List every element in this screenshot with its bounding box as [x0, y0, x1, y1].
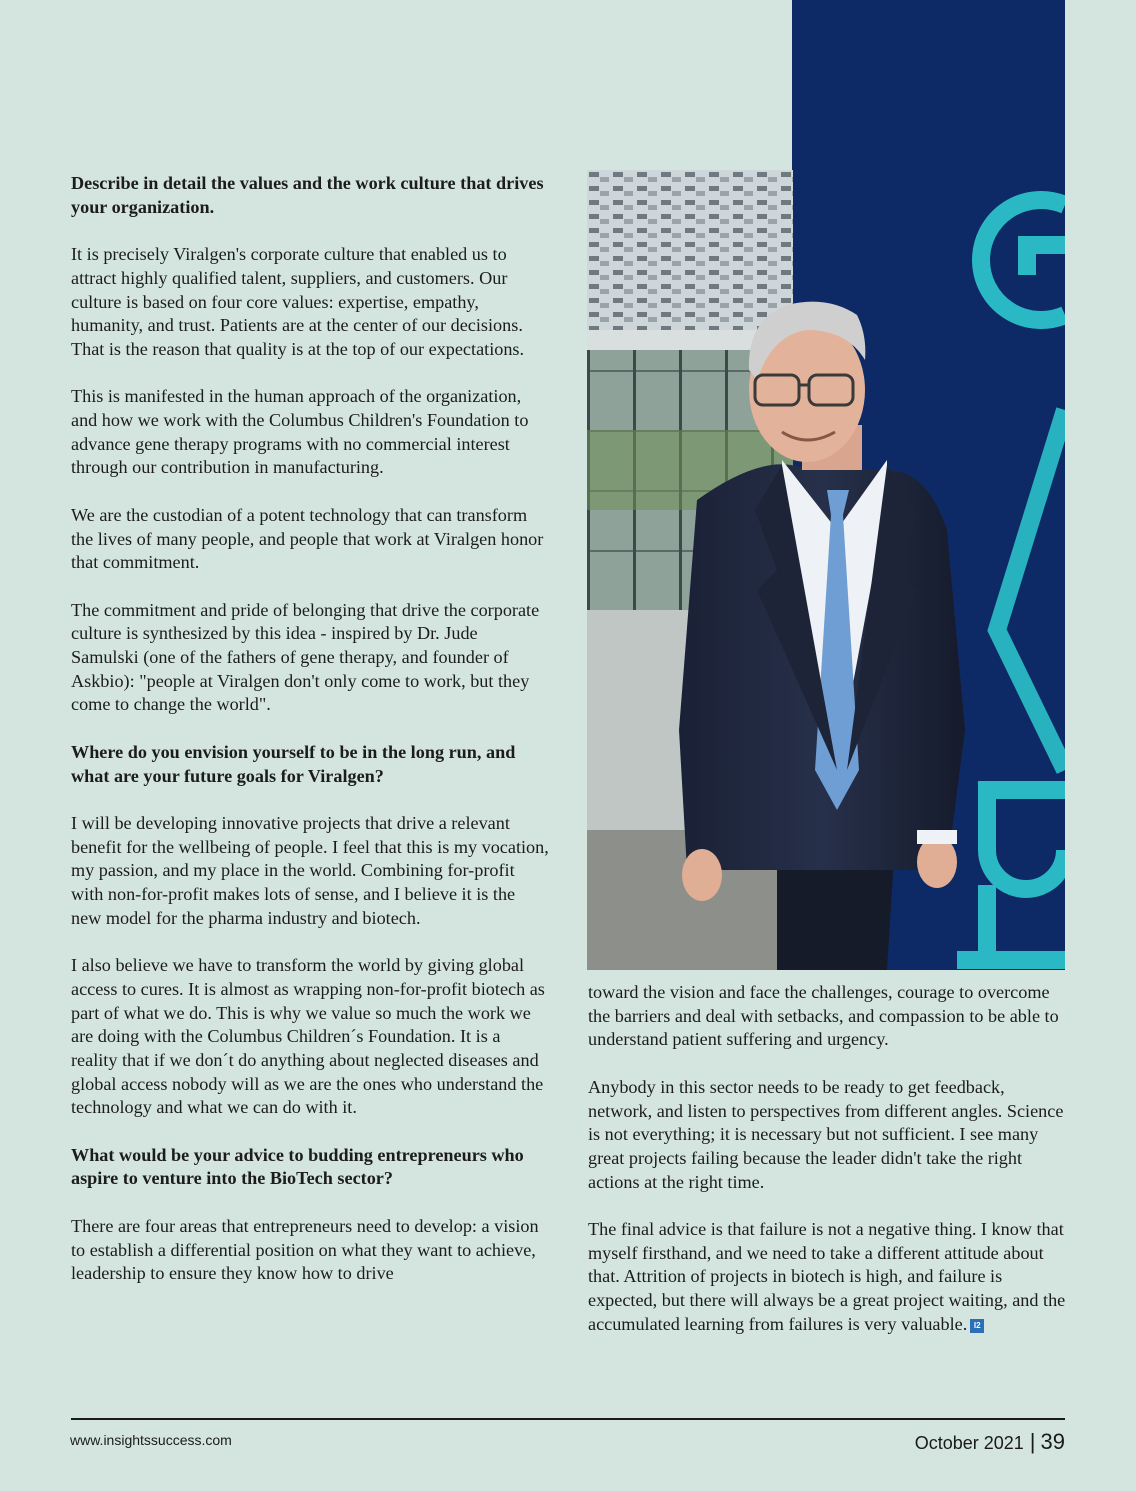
answer-paragraph: It is precisely Viralgen's corporate culture that enabled us to attract highly qualified talent, suppliers, and customers. Our culture is based on four core values: expertise, empathy, humanity, and trust. Patients are at the center of our decisions. That is the reason that quality is at the top of our expectations.: [71, 244, 525, 359]
answer-paragraph: toward the vision and face the challenges, courage to overcome the barriers and deal with setbacks, and compassion to be able to understand patient suffering and urgency.: [588, 982, 1059, 1050]
footer-date: October 2021: [914, 1433, 1024, 1453]
question-future-goals: Where do you envision yourself to be in the long run, and what are your future goals for Viralgen?: [71, 741, 516, 786]
answer-paragraph-final: [588, 1218, 1068, 1337]
article-right-column: [588, 981, 1068, 1360]
footer-website: www.insightssuccess.com: [70, 1432, 232, 1448]
answer-paragraph: The commitment and pride of belonging that drive the corporate culture is synthesized by this idea - inspired by Dr. Jude Samulski (one of the fathers of gene therapy, and founder of Askbio): "people at Viralgen don't only come to work, but they come to change the world".: [71, 599, 540, 715]
question-values: Describe in detail the values and the work culture that drives your organization.: [71, 173, 544, 217]
footer-divider: [71, 1418, 1065, 1420]
footer-separator: |: [1029, 1429, 1036, 1454]
answer-paragraph: This is manifested in the human approach of the organization, and how we work with the Columbus Children's Foundation to advance gene therapy programs with no commercial interest through our contribution in manufacturing.: [71, 386, 529, 478]
final-paragraph-text: The final advice is that failure is not a negative thing. I know that myself firsthand, and we need to take a different attitude about that. Attrition of projects in biotech is high, and failure is expected, but there will always be a great project waiting, and the accumulated learning from failures is very valuable.: [588, 1219, 1066, 1334]
answer-paragraph: I will be developing innovative projects that drive a relevant benefit for the wellbeing of people. I feel that this is my vocation, my passion, and my place in the world. Combining for-profit with non-for-profit makes lots of sense, and I believe it is the new model for the pharma industry and biotech.: [71, 812, 549, 928]
article-left-column: [71, 172, 549, 1310]
portrait-photo: [587, 170, 1065, 970]
answer-paragraph: There are four areas that entrepreneurs need to develop: a vision to establish a differential position on what they want to achieve, leadership to ensure they know how to drive: [71, 1215, 539, 1284]
answer-paragraph: We are the custodian of a potent technology that can transform the lives of many people, and people that work at Viralgen honor that commitment.: [71, 504, 544, 573]
footer-page-info: [915, 1429, 1065, 1455]
navy-accent-block: [792, 0, 1065, 170]
end-mark-logo-icon: I2: [970, 1319, 984, 1333]
answer-paragraph: I also believe we have to transform the world by giving global access to cures. It is almost as wrapping non-for-profit biotech as part of what we do. This is why we value so much the work we are doing with the Columbus Children´s Foundation. It is a reality that if we don´t do anything about neglected diseases and global access nobody will as we are the ones who understand the technology and what we can do with it.: [71, 955, 545, 1118]
page-number: 39: [1040, 1429, 1065, 1454]
answer-paragraph: Anybody in this sector needs to be ready to get feedback, network, and listen to perspectives from different angles. Science is not everything; it is necessary but not sufficient. I see many great projects failing because the leader didn't take the right actions at the right time.: [588, 1076, 1064, 1192]
question-advice: What would be your advice to budding entrepreneurs who aspire to venture into the BioTech sector?: [71, 1144, 524, 1189]
